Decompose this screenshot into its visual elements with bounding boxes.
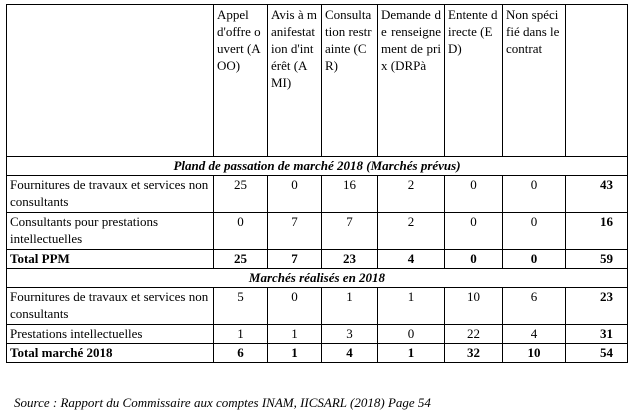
cell-ami: 1: [268, 344, 322, 363]
cell-ami: 1: [268, 325, 322, 344]
cell-ami: 7: [268, 213, 322, 250]
cell-non-specifie: 0: [503, 250, 566, 269]
procurement-table: [6, 4, 628, 363]
cell-total: 54: [566, 344, 628, 363]
cell-drp: 0: [378, 325, 445, 344]
cell-non-specifie: 4: [503, 325, 566, 344]
cell-aoo: 6: [214, 344, 268, 363]
cell-aoo: 25: [214, 250, 268, 269]
cell-total: 43: [566, 176, 628, 213]
total-row: [7, 250, 628, 269]
cell-non-specifie: 10: [503, 344, 566, 363]
cell-drp: 1: [378, 344, 445, 363]
header-aoo: Appel d'offre ouvert (AOO): [214, 5, 268, 157]
row-label: Consultants pour prestations intellectuelles: [7, 213, 214, 250]
cell-ed: 0: [445, 250, 503, 269]
cell-non-specifie: 0: [503, 213, 566, 250]
cell-total: 23: [566, 288, 628, 325]
table-row: [7, 176, 628, 213]
cell-ed: 0: [445, 176, 503, 213]
cell-cr: 23: [322, 250, 378, 269]
cell-cr: 16: [322, 176, 378, 213]
row-label: Total marché 2018: [7, 344, 214, 363]
cell-non-specifie: 6: [503, 288, 566, 325]
header-empty-cell: [7, 5, 214, 157]
total-row: [7, 344, 628, 363]
header-non-specifie: Non spécifié dans le contrat: [503, 5, 566, 157]
table-row: [7, 213, 628, 250]
section-title-realises: Marchés réalisés en 2018: [7, 269, 628, 288]
cell-aoo: 0: [214, 213, 268, 250]
cell-ami: 0: [268, 176, 322, 213]
header-total: [566, 5, 628, 157]
row-label: Prestations intellectuelles: [7, 325, 214, 344]
cell-total: 59: [566, 250, 628, 269]
cell-total: 16: [566, 213, 628, 250]
cell-aoo: 1: [214, 325, 268, 344]
cell-ed: 32: [445, 344, 503, 363]
row-label: Total PPM: [7, 250, 214, 269]
cell-ami: 7: [268, 250, 322, 269]
section-title-row: [7, 269, 628, 288]
header-cr: Consultation restrainte (CR): [322, 5, 378, 157]
cell-aoo: 25: [214, 176, 268, 213]
cell-ed: 10: [445, 288, 503, 325]
header-drp: Demande de renseignement de prix (DRPà: [378, 5, 445, 157]
cell-cr: 3: [322, 325, 378, 344]
row-label: Fournitures de travaux et services non consultants: [7, 176, 214, 213]
cell-cr: 7: [322, 213, 378, 250]
cell-ed: 0: [445, 213, 503, 250]
row-label: Fournitures de travaux et services non consultants: [7, 288, 214, 325]
table-row: [7, 325, 628, 344]
cell-cr: 4: [322, 344, 378, 363]
cell-drp: 2: [378, 213, 445, 250]
header-ami: Avis à manifestation d'intérêt (AMI): [268, 5, 322, 157]
cell-drp: 2: [378, 176, 445, 213]
table-row: [7, 288, 628, 325]
cell-drp: 1: [378, 288, 445, 325]
header-ed: Entente directe (ED): [445, 5, 503, 157]
cell-total: 31: [566, 325, 628, 344]
cell-ami: 0: [268, 288, 322, 325]
cell-cr: 1: [322, 288, 378, 325]
section-title-row: [7, 157, 628, 176]
section-title-ppm: Pland de passation de marché 2018 (Marchés prévus): [7, 157, 628, 176]
cell-drp: 4: [378, 250, 445, 269]
header-row: [7, 5, 628, 157]
cell-aoo: 5: [214, 288, 268, 325]
cell-non-specifie: 0: [503, 176, 566, 213]
source-caption: Source : Rapport du Commissaire aux comptes INAM, IICSARL (2018) Page 54: [14, 395, 431, 410]
cell-ed: 22: [445, 325, 503, 344]
